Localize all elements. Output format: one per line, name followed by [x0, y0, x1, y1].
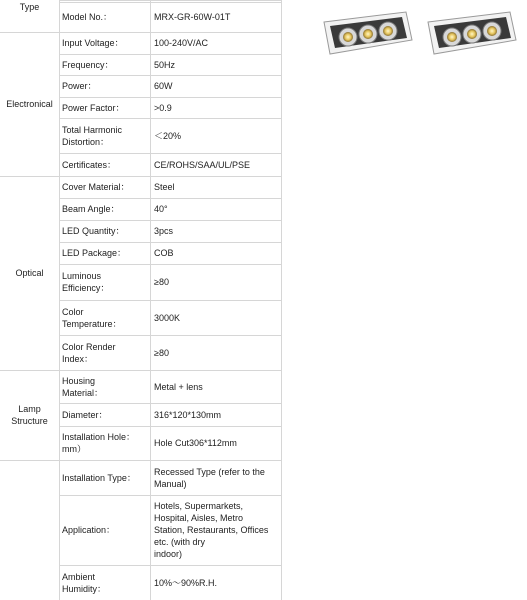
column-divider — [281, 0, 282, 600]
row-divider — [59, 460, 281, 461]
product-photo-2 — [426, 10, 518, 56]
spec-value: ≥80 — [154, 277, 169, 287]
row-divider — [59, 32, 281, 33]
row-divider — [59, 403, 281, 404]
spec-label: Beam Angle： — [62, 204, 120, 214]
spec-label: Total Harmonic Distortion： — [62, 124, 123, 147]
spec-value: MRX-GR-60W-01T — [154, 12, 231, 22]
spec-label: Power： — [62, 81, 97, 91]
row-divider — [0, 370, 59, 371]
spec-label: Color Render Index： — [62, 341, 116, 364]
spec-label: Ambient Humidity： — [62, 571, 107, 594]
spec-value: 40° — [154, 204, 168, 214]
row-divider — [59, 565, 281, 566]
row-divider — [59, 264, 281, 265]
spec-label: Certificates： — [62, 159, 117, 170]
spec-value: Hotels, Supermarkets, Hospital, Aisles, Metro Station, Restaurants, Offices etc. (with dry indoor) — [154, 501, 269, 559]
row-divider — [59, 75, 281, 76]
row-divider — [59, 97, 281, 98]
row-divider — [59, 370, 281, 371]
row-divider — [59, 495, 281, 496]
row-divider — [59, 242, 281, 243]
category-label: Electronical — [6, 99, 53, 109]
spec-label: Installation Hole： mm） — [62, 432, 136, 454]
spec-label: Luminous Efficiency： — [62, 271, 110, 293]
spec-value: 316*120*130mm — [154, 409, 222, 420]
category-label: Optical — [15, 268, 44, 278]
product-photo-1 — [322, 10, 414, 56]
column-divider — [150, 0, 151, 600]
column-divider — [59, 0, 60, 600]
spec-value: 3pcs — [154, 226, 174, 236]
row-divider — [59, 335, 281, 336]
row-divider — [59, 118, 281, 119]
spec-value: CE/ROHS/SAA/UL/PSE — [154, 159, 251, 170]
spec-value: 10%～90%R.H. — [154, 577, 218, 588]
row-divider — [59, 220, 281, 221]
spec-label: Color Temperature： — [62, 306, 122, 329]
spec-label: Frequency： — [62, 59, 114, 70]
spec-label: Installation Type： — [62, 472, 136, 483]
spec-value: 50Hz — [154, 59, 176, 70]
category-label: Lamp Structure — [11, 404, 48, 426]
spec-value: Metal + lens — [154, 381, 203, 392]
spec-label: Diameter： — [62, 409, 108, 420]
spec-label: LED Package： — [62, 248, 127, 258]
spec-label: Application： — [62, 525, 116, 535]
row-divider — [59, 54, 281, 55]
spec-value: Recessed Type (refer to the Manual) — [154, 466, 265, 489]
row-divider — [59, 198, 281, 199]
category-label: Type — [19, 2, 40, 12]
spec-label: Cover Material： — [62, 182, 130, 192]
spec-label: Model No.： — [62, 12, 113, 22]
category-label — [0, 460, 59, 600]
spec-value: COB — [154, 248, 174, 258]
spec-value: >0.9 — [154, 102, 172, 113]
row-divider — [0, 460, 59, 461]
spec-value: ≥80 — [154, 347, 169, 358]
spec-value: 60W — [154, 81, 173, 91]
spec-label: Power Factor： — [62, 102, 125, 113]
spec-label: Input Voltage： — [62, 38, 124, 48]
spec-label: LED Quantity： — [62, 226, 125, 236]
spec-value: Steel — [154, 182, 175, 192]
spec-label: Housing Material： — [62, 375, 104, 398]
row-divider — [59, 153, 281, 154]
row-divider — [59, 2, 281, 3]
row-divider — [59, 176, 281, 177]
spec-value: 100-240V/AC — [154, 38, 209, 48]
spec-value: ＜20% — [154, 130, 182, 141]
spec-value: 3000K — [154, 312, 181, 323]
row-divider — [0, 32, 59, 33]
spec-value: Hole Cut306*112mm — [154, 438, 237, 448]
row-divider — [59, 300, 281, 301]
row-divider — [59, 426, 281, 427]
row-divider — [59, 0, 281, 1]
row-divider — [0, 176, 59, 177]
